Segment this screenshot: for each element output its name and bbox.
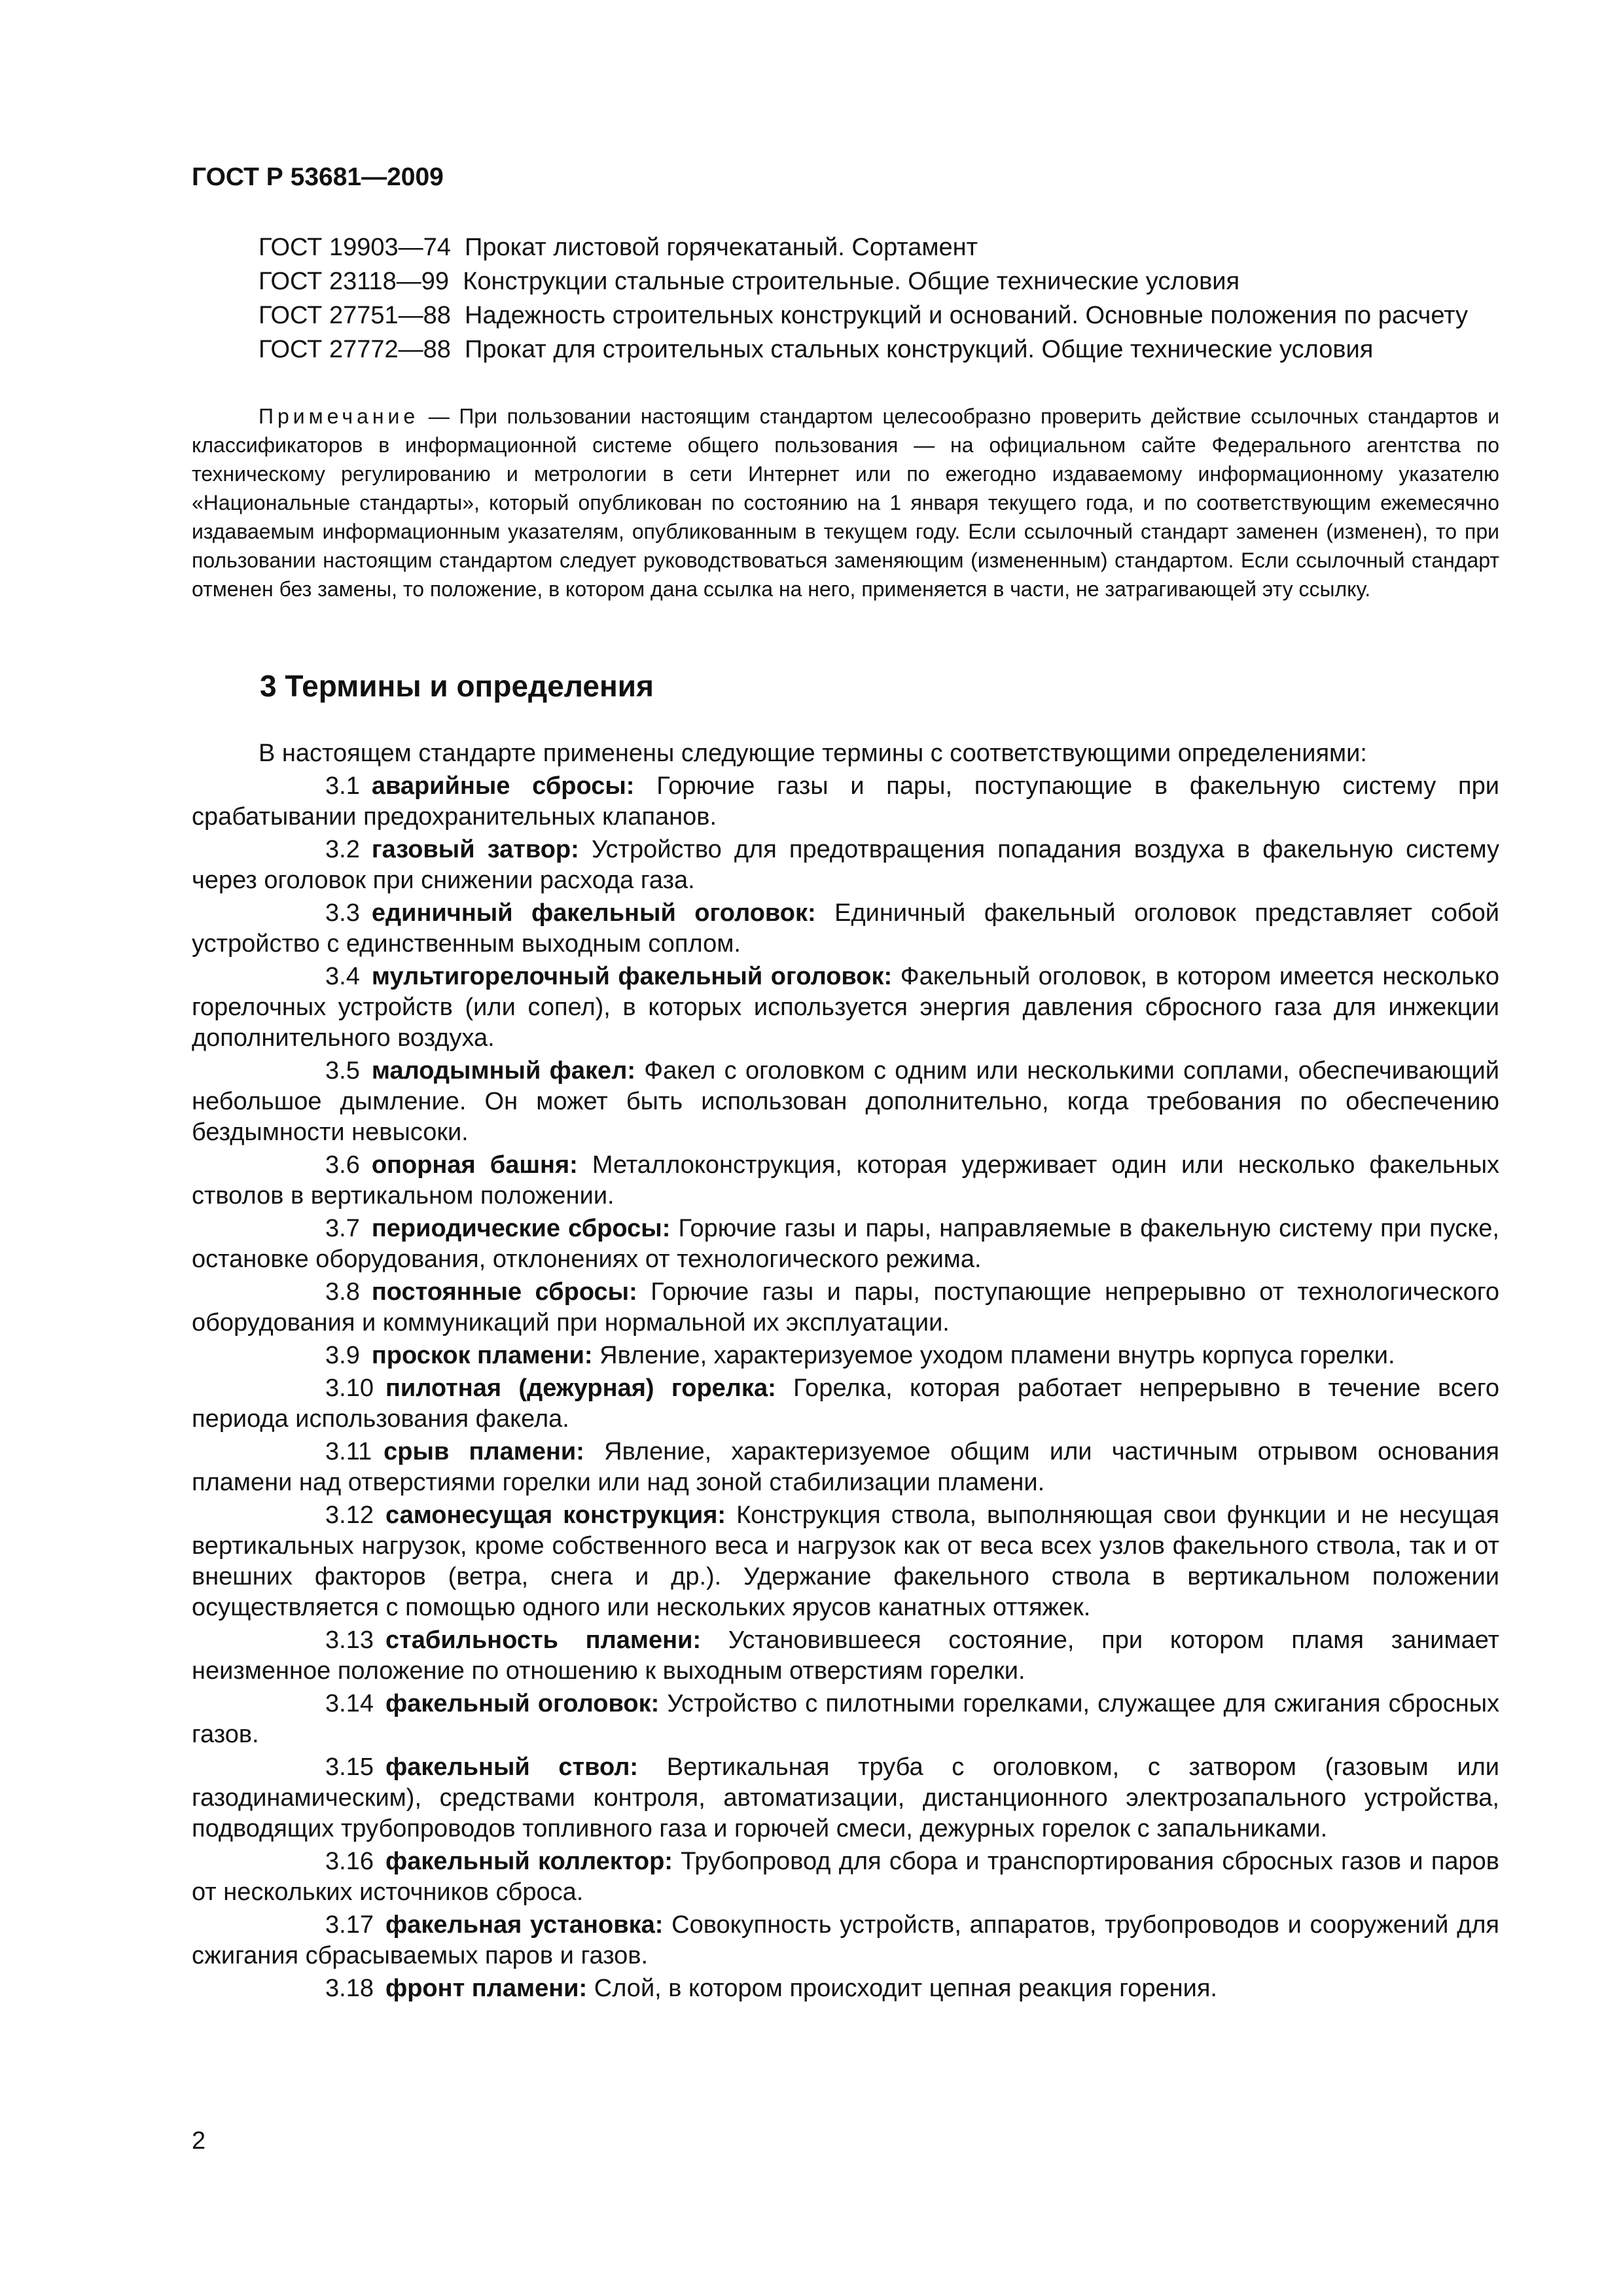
term-name: фронт пламени: [385,1975,588,2002]
note-paragraph [192,402,1499,603]
term-name: постоянные сбросы: [371,1278,637,1306]
reference-code: ГОСТ 27772—88 [259,336,451,363]
term-number: 3.8 [325,1278,360,1306]
term-number: 3.16 [325,1848,374,1875]
term-number: 3.12 [325,1501,374,1529]
term-entry [192,1213,1499,1275]
term-number: 3.9 [325,1342,360,1369]
reference-title: Надежность строительных конструкций и оснований. Основные положения по расчету [465,302,1469,329]
term-number: 3.15 [325,1753,374,1781]
term-definition: Единичный факельный оголовок представляет собой устройство с единственным выходным соплом. [192,899,1500,958]
section-intro: В настоящем стандарте применены следующие термины с соответствующими определениями: [259,740,1367,767]
term-definition: Факел с оголовком с одним или несколькими соплами, обеспечивающий небольшое дымление. Он может быть использован дополнительно, когда требования по обеспечению бездымности невысоки. [192,1057,1499,1146]
term-definition: Металлоконструкция, которая удерживает один или несколько факельных стволов в вертикальном положении. [192,1151,1500,1210]
term-name: проскок пламени: [371,1342,593,1369]
document-header: ГОСТ Р 53681—2009 [192,163,444,191]
term-number: 3.1 [325,772,360,800]
term-name: периодические сбросы: [371,1215,671,1242]
reference-item [192,298,1499,332]
term-entry [192,1973,1499,2004]
term-definition: Горелка, которая работает непрерывно в течение всего периода использования факела. [192,1374,1500,1433]
term-entry [192,771,1499,833]
term-name: факельный коллектор: [385,1848,673,1875]
reference-item [192,264,1499,298]
term-number: 3.11 [325,1438,372,1465]
term-definition: Слой, в котором происходит цепная реакция горения. [594,1975,1217,2002]
term-entry [192,1689,1499,1750]
term-entry [192,1437,1499,1498]
term-name: самонесущая конструкция: [385,1501,726,1529]
reference-title: Прокат для строительных стальных конструкций. Общие технические условия [465,336,1374,363]
term-entry [192,1150,1499,1211]
reference-title: Конструкции стальные строительные. Общие технические условия [463,268,1240,295]
reference-title: Прокат листовой горячекатаный. Сортамент [465,234,978,261]
term-entry [192,1910,1499,1971]
term-definition: Трубопровод для сбора и транспортирования сбросных газов и паров от нескольких источников сброса. [192,1848,1499,1906]
term-number: 3.14 [325,1690,374,1717]
term-name: факельная установка: [385,1911,664,1939]
term-entry [192,1373,1499,1435]
term-number: 3.17 [325,1911,374,1939]
reference-code: ГОСТ 23118—99 [259,268,450,295]
term-definition: Горючие газы и пары, поступающие в факельную систему при срабатывании предохранительных клапанов. [192,772,1499,831]
term-entry [192,834,1499,896]
term-name: опорная башня: [371,1151,578,1179]
term-definition: Явление, характеризуемое уходом пламени внутрь корпуса горелки. [599,1342,1395,1369]
term-number: 3.7 [325,1215,360,1242]
reference-code: ГОСТ 19903—74 [259,234,451,261]
term-entry [192,1752,1499,1844]
term-definition: Горючие газы и пары, поступающие непрерывно от технологического оборудования и коммуникаций при нормальной их эксплуатации. [192,1278,1499,1336]
term-entry [192,898,1499,960]
term-name: газовый затвор: [371,836,579,863]
term-number: 3.6 [325,1151,360,1179]
term-name: малодымный факел: [371,1057,635,1085]
reference-item [192,332,1499,367]
term-definition: Явление, характеризуемое общим или частичным отрывом основания пламени над отверстиями горелки или над зоной стабилизации пламени. [192,1438,1500,1496]
term-definition: Горючие газы и пары, направляемые в факельную систему при пуске, остановке оборудования, отклонениях от технологического режима. [192,1215,1499,1273]
reference-item [192,230,1499,264]
note-label: Примечание [259,404,419,428]
section-title: 3 Термины и определения [260,669,654,703]
term-entry [192,1340,1499,1371]
term-name: единичный факельный оголовок: [371,899,816,927]
term-definition: Конструкция ствола, выполняющая свои функции и не несущая вертикальных нагрузок, кроме собственного веса и нагрузок как от веса всех узлов факельного ствола, так и от внешних факторов (ветра, снега и др.). Удержание факельного ствола в вертикальном положении осуществляется с помощью одного или нескольких ярусов канатных оттяжек. [192,1501,1499,1621]
term-name: стабильность пламени: [385,1626,702,1654]
term-name: пилотная (дежурная) горелка: [385,1374,776,1402]
term-entry [192,1277,1499,1338]
reference-code: ГОСТ 27751—88 [259,302,451,329]
term-name: факельный оголовок: [385,1690,660,1717]
term-entry [192,1625,1499,1687]
term-number: 3.3 [325,899,360,927]
term-entry [192,1056,1499,1148]
normative-references [192,230,1499,367]
term-number: 3.5 [325,1057,360,1085]
term-entry [192,1846,1499,1908]
term-number: 3.13 [325,1626,374,1654]
term-number: 3.18 [325,1975,374,2002]
term-name: аварийные сбросы: [371,772,635,800]
term-name: факельный ствол: [385,1753,639,1781]
term-definition: Вертикальная труба с оголовком, с затвором (газовым или газодинамическим), средствами контроля, автоматизации, дистанционного электрозапального устройства, подводящих трубопроводов топливного газа и горючей смеси, дежурных горелок с запальниками. [192,1753,1499,1842]
term-definition: Установившееся состояние, при котором пламя занимает неизменное положение по отношению к выходным отверстиям горелки. [192,1626,1499,1685]
note-block [192,402,1499,603]
page-number: 2 [192,2127,206,2155]
term-definition: Устройство с пилотными горелками, служащее для сжигания сбросных газов. [192,1690,1500,1748]
terms-list [192,738,1499,2006]
term-entry [192,961,1499,1054]
term-definition: Устройство для предотвращения попадания воздуха в факельную систему через оголовок при снижении расхода газа. [192,836,1500,894]
term-name: срыв пламени: [383,1438,584,1465]
term-name: мультигорелочный факельный оголовок: [371,963,893,990]
term-number: 3.10 [325,1374,374,1402]
term-number: 3.4 [325,963,360,990]
note-text: — При пользовании настоящим стандартом целесообразно проверить действие ссылочных стандартов и классификаторов в информационной системе общего пользования — на официальном сайте Федерального агентства по техническому регулированию и метрологии в сети Интернет или по ежегодно издаваемому информационному указателю «Национальные стандарты», который опубликован по состоянию на 1 января текущего года, и по соответствующим ежемесячно издаваемым информационным указателям, опубликованным в текущем году. Если ссылочный стандарт заменен (изменен), то при пользовании настоящим стандартом следует руководствоваться заменяющим (измененным) стандартом. Если ссылочный стандарт отменен без замены, то положение, в котором дана ссылка на него, применяется в части, не затрагивающей эту ссылку. [192,404,1500,601]
term-definition: Факельный оголовок, в котором имеется несколько горелочных устройств (или сопел), в которых используется энергия давления сбросного газа для инжекции дополнительного воздуха. [192,963,1499,1052]
term-definition: Совокупность устройств, аппаратов, трубопроводов и сооружений для сжигания сбрасываемых паров и газов. [192,1911,1500,1969]
term-number: 3.2 [325,836,360,863]
term-entry [192,1500,1499,1623]
